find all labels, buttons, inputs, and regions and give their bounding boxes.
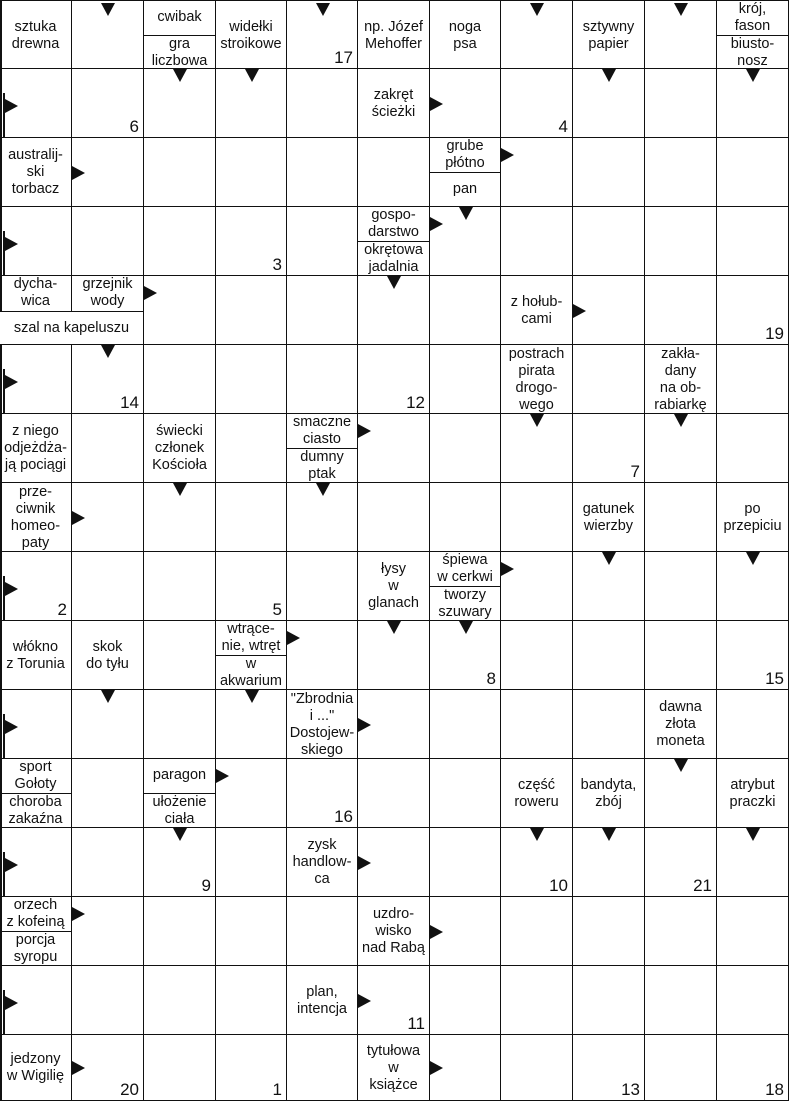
answer-cell[interactable] bbox=[287, 69, 358, 138]
clue-cell bbox=[287, 828, 358, 897]
clue-cell bbox=[645, 690, 717, 759]
clue-text: jedzony w Wigilię bbox=[6, 1051, 65, 1084]
clue-cell bbox=[287, 966, 358, 1035]
answer-cell[interactable] bbox=[430, 690, 501, 759]
clue-number: 9 bbox=[201, 876, 211, 895]
clue-text: atrybut praczki bbox=[729, 776, 776, 810]
answer-cell[interactable] bbox=[717, 414, 789, 483]
answer-cell[interactable] bbox=[216, 897, 287, 966]
clue-text: ułożenie ciała bbox=[152, 793, 207, 827]
clue-text: paragon bbox=[144, 759, 215, 794]
answer-cell[interactable] bbox=[287, 0, 358, 69]
clue-text: porcja syropu bbox=[13, 931, 58, 965]
arrow-right-icon bbox=[72, 166, 85, 180]
clue-number: 14 bbox=[120, 393, 139, 412]
arrow-down-icon bbox=[602, 552, 616, 565]
answer-cell[interactable] bbox=[717, 1035, 789, 1101]
clue-cell bbox=[0, 621, 72, 690]
clue-text: szal na kapeluszu bbox=[13, 320, 130, 337]
clue-cell bbox=[358, 207, 430, 276]
answer-cell[interactable] bbox=[717, 345, 789, 414]
answer-cell[interactable] bbox=[144, 1035, 216, 1101]
answer-cell[interactable] bbox=[72, 759, 144, 828]
arrow-down-icon bbox=[101, 3, 115, 16]
clue-text: pan bbox=[452, 181, 478, 198]
clue-text: plan, intencja bbox=[297, 983, 347, 1017]
answer-cell[interactable] bbox=[216, 966, 287, 1035]
start-flag-icon bbox=[3, 852, 19, 896]
clue-text: orzech z kofeiną bbox=[0, 897, 71, 932]
clue-text: śpiewa w cerkwi bbox=[430, 552, 500, 587]
clue-text: smaczne ciasto bbox=[287, 414, 357, 449]
clue-cell bbox=[717, 759, 789, 828]
flag-arrow-icon bbox=[5, 99, 18, 113]
answer-cell[interactable] bbox=[717, 138, 789, 207]
start-flag-icon bbox=[3, 576, 19, 620]
clue-text: australij- ski torbacz bbox=[8, 147, 63, 197]
answer-cell[interactable] bbox=[287, 759, 358, 828]
answer-cell[interactable] bbox=[216, 1035, 287, 1101]
answer-cell[interactable] bbox=[216, 828, 287, 897]
clue-number: 13 bbox=[621, 1080, 640, 1099]
answer-cell[interactable] bbox=[573, 138, 645, 207]
clue-text: uzdro- wisko nad Rabą bbox=[362, 906, 425, 956]
answer-cell[interactable] bbox=[430, 276, 501, 345]
clue-cell bbox=[573, 483, 645, 552]
clue-text: "Zbrodnia i ..." Dostojew- skiego bbox=[289, 690, 355, 758]
clue-cell bbox=[0, 1035, 72, 1101]
arrow-down-icon bbox=[173, 483, 187, 496]
arrow-down-icon bbox=[316, 3, 330, 16]
answer-cell[interactable] bbox=[717, 207, 789, 276]
arrow-down-icon bbox=[746, 828, 760, 841]
answer-cell[interactable] bbox=[645, 966, 717, 1035]
answer-cell[interactable] bbox=[287, 897, 358, 966]
clue-cell bbox=[287, 414, 358, 483]
clue-text: okrętowa jadalnia bbox=[364, 241, 423, 275]
arrow-right-icon bbox=[72, 907, 85, 921]
arrow-down-icon bbox=[387, 276, 401, 289]
clue-text: gospo- darstwo bbox=[358, 207, 429, 242]
clue-text: tytułowa w książce bbox=[366, 1042, 421, 1093]
arrow-down-icon bbox=[245, 690, 259, 703]
answer-cell[interactable] bbox=[430, 483, 501, 552]
arrow-down-icon bbox=[387, 621, 401, 634]
answer-cell[interactable] bbox=[287, 207, 358, 276]
clue-text: prze- ciwnik homeo- paty bbox=[10, 483, 61, 551]
answer-cell[interactable] bbox=[287, 552, 358, 621]
clue-number: 8 bbox=[486, 669, 496, 688]
arrow-right-icon bbox=[358, 856, 371, 870]
arrow-down-icon bbox=[101, 345, 115, 358]
arrow-down-icon bbox=[459, 621, 473, 634]
flag-arrow-icon bbox=[5, 996, 18, 1010]
clue-number: 6 bbox=[129, 117, 139, 136]
answer-cell[interactable] bbox=[501, 483, 573, 552]
clue-text: zakręt ścieżki bbox=[371, 86, 416, 120]
clue-text: skok do tyłu bbox=[86, 638, 129, 672]
clue-number: 16 bbox=[334, 807, 353, 826]
answer-cell[interactable] bbox=[645, 621, 717, 690]
flag-arrow-icon bbox=[5, 237, 18, 251]
flag-arrow-icon bbox=[5, 858, 18, 872]
clue-text: tworzy szuwary bbox=[438, 586, 492, 620]
arrow-down-icon bbox=[674, 759, 688, 772]
arrow-right-icon bbox=[72, 511, 85, 525]
clue-cell bbox=[645, 345, 717, 414]
clue-text: łysy w glanach bbox=[368, 561, 419, 611]
clue-text: zysk handlow- ca bbox=[292, 837, 352, 887]
clue-text: gatunek wierzby bbox=[582, 500, 635, 534]
answer-cell[interactable] bbox=[573, 966, 645, 1035]
clue-number: 10 bbox=[549, 876, 568, 895]
arrow-down-icon bbox=[173, 69, 187, 82]
clue-number: 5 bbox=[272, 600, 282, 619]
answer-cell[interactable] bbox=[430, 414, 501, 483]
arrow-right-icon bbox=[358, 424, 371, 438]
clue-cell bbox=[430, 552, 501, 621]
answer-cell[interactable] bbox=[645, 207, 717, 276]
answer-cell[interactable] bbox=[0, 828, 72, 897]
answer-cell[interactable] bbox=[430, 345, 501, 414]
answer-cell[interactable] bbox=[216, 483, 287, 552]
start-flag-icon bbox=[3, 231, 19, 275]
answer-cell[interactable] bbox=[287, 138, 358, 207]
arrow-right-icon bbox=[216, 769, 229, 783]
answer-cell[interactable] bbox=[573, 690, 645, 759]
clue-text: grzejnik wody bbox=[82, 276, 133, 310]
answer-cell[interactable] bbox=[216, 207, 287, 276]
start-flag-icon bbox=[3, 714, 19, 758]
answer-cell[interactable] bbox=[501, 621, 573, 690]
clue-text: wtrące- nie, wtręt bbox=[216, 621, 286, 656]
arrow-down-icon bbox=[530, 828, 544, 841]
clue-text: noga psa bbox=[448, 18, 482, 52]
clue-text: np. Józef Mehoffer bbox=[364, 18, 423, 52]
clue-text: sztywny papier bbox=[582, 18, 635, 52]
clue-cell bbox=[501, 276, 573, 345]
answer-cell[interactable] bbox=[573, 897, 645, 966]
answer-cell[interactable] bbox=[717, 276, 789, 345]
span-clue-cell bbox=[0, 311, 144, 346]
clue-text: postrach pirata drogo- wego bbox=[508, 345, 565, 413]
answer-cell[interactable] bbox=[501, 207, 573, 276]
answer-cell[interactable] bbox=[645, 483, 717, 552]
answer-cell[interactable] bbox=[717, 690, 789, 759]
clue-cell bbox=[358, 69, 430, 138]
arrow-down-icon bbox=[316, 483, 330, 496]
flag-arrow-icon bbox=[5, 720, 18, 734]
clue-cell bbox=[573, 0, 645, 69]
answer-cell[interactable] bbox=[144, 690, 216, 759]
clue-text: włókno z Torunia bbox=[6, 638, 65, 672]
arrow-down-icon bbox=[173, 828, 187, 841]
answer-cell[interactable] bbox=[430, 828, 501, 897]
clue-cell bbox=[358, 552, 430, 621]
arrow-down-icon bbox=[674, 414, 688, 427]
answer-cell[interactable] bbox=[144, 897, 216, 966]
clue-text: dumny ptak bbox=[300, 448, 344, 482]
clue-text: gra liczbowa bbox=[151, 35, 208, 69]
clue-number: 11 bbox=[407, 1014, 425, 1033]
answer-cell[interactable] bbox=[72, 552, 144, 621]
clue-cell bbox=[72, 621, 144, 690]
clue-cell bbox=[216, 0, 287, 69]
answer-cell[interactable] bbox=[645, 0, 717, 69]
answer-cell[interactable] bbox=[358, 138, 430, 207]
clue-cell bbox=[717, 0, 789, 69]
flag-arrow-icon bbox=[5, 375, 18, 389]
clue-text: dawna złota moneta bbox=[656, 699, 705, 749]
answer-cell[interactable] bbox=[501, 966, 573, 1035]
answer-cell[interactable] bbox=[358, 483, 430, 552]
answer-cell[interactable] bbox=[501, 69, 573, 138]
answer-cell[interactable] bbox=[0, 690, 72, 759]
answer-cell[interactable] bbox=[72, 0, 144, 69]
arrow-right-icon bbox=[573, 304, 586, 318]
clue-text: krój, fason bbox=[717, 1, 788, 36]
clue-cell bbox=[501, 345, 573, 414]
arrow-down-icon bbox=[746, 69, 760, 82]
clue-cell bbox=[358, 0, 430, 69]
answer-cell[interactable] bbox=[144, 345, 216, 414]
answer-cell[interactable] bbox=[358, 345, 430, 414]
answer-cell[interactable] bbox=[573, 207, 645, 276]
clue-number: 21 bbox=[693, 876, 712, 895]
answer-cell[interactable] bbox=[216, 345, 287, 414]
clue-number: 4 bbox=[558, 117, 568, 136]
answer-cell[interactable] bbox=[501, 897, 573, 966]
clue-number: 17 bbox=[334, 48, 353, 67]
arrow-down-icon bbox=[602, 69, 616, 82]
answer-cell[interactable] bbox=[216, 138, 287, 207]
arrow-right-icon bbox=[144, 286, 157, 300]
answer-cell[interactable] bbox=[573, 1035, 645, 1101]
arrow-down-icon bbox=[746, 552, 760, 565]
clue-text: bandyta, zbój bbox=[580, 776, 637, 810]
clue-cell bbox=[144, 414, 216, 483]
clue-cell bbox=[0, 897, 72, 966]
answer-cell[interactable] bbox=[72, 966, 144, 1035]
clue-text: zakła- dany na ob- rabiarkę bbox=[654, 345, 707, 413]
answer-cell[interactable] bbox=[645, 69, 717, 138]
arrow-down-icon bbox=[459, 207, 473, 220]
clue-cell bbox=[430, 138, 501, 207]
clue-number: 2 bbox=[57, 600, 67, 619]
arrow-down-icon bbox=[101, 690, 115, 703]
arrow-right-icon bbox=[430, 217, 443, 231]
answer-cell[interactable] bbox=[717, 966, 789, 1035]
answer-cell[interactable] bbox=[216, 414, 287, 483]
clue-cell bbox=[144, 759, 216, 828]
answer-cell[interactable] bbox=[287, 345, 358, 414]
answer-cell[interactable] bbox=[216, 552, 287, 621]
clue-cell bbox=[216, 621, 287, 690]
arrow-right-icon bbox=[501, 148, 514, 162]
answer-cell[interactable] bbox=[645, 276, 717, 345]
clue-text: grube płótno bbox=[430, 138, 500, 173]
arrow-down-icon bbox=[530, 3, 544, 16]
arrow-right-icon bbox=[501, 562, 514, 576]
answer-cell[interactable] bbox=[144, 138, 216, 207]
arrow-right-icon bbox=[287, 631, 300, 645]
answer-cell[interactable] bbox=[717, 897, 789, 966]
clue-text: cwibak bbox=[144, 1, 215, 36]
answer-cell[interactable] bbox=[501, 690, 573, 759]
answer-cell[interactable] bbox=[0, 345, 72, 414]
answer-cell[interactable] bbox=[573, 621, 645, 690]
start-flag-icon bbox=[3, 990, 19, 1034]
answer-cell[interactable] bbox=[645, 1035, 717, 1101]
arrow-right-icon bbox=[430, 925, 443, 939]
answer-cell[interactable] bbox=[72, 414, 144, 483]
flag-arrow-icon bbox=[5, 582, 18, 596]
arrow-down-icon bbox=[674, 3, 688, 16]
answer-cell[interactable] bbox=[72, 207, 144, 276]
answer-cell[interactable] bbox=[287, 276, 358, 345]
answer-cell[interactable] bbox=[573, 414, 645, 483]
answer-cell[interactable] bbox=[144, 621, 216, 690]
clue-number: 12 bbox=[406, 393, 425, 412]
start-flag-icon bbox=[3, 93, 19, 137]
start-flag-icon bbox=[3, 369, 19, 413]
answer-cell[interactable] bbox=[573, 345, 645, 414]
clue-text: świecki członek Kościoła bbox=[152, 423, 207, 473]
arrow-right-icon bbox=[72, 1061, 85, 1075]
clue-text: część roweru bbox=[514, 776, 559, 810]
clue-text: sztuka drewna bbox=[11, 18, 60, 52]
arrow-down-icon bbox=[245, 69, 259, 82]
clue-cell bbox=[0, 414, 72, 483]
answer-cell[interactable] bbox=[216, 276, 287, 345]
clue-text: widełki stroikowe bbox=[220, 18, 282, 52]
answer-cell[interactable] bbox=[645, 897, 717, 966]
arrow-right-icon bbox=[430, 97, 443, 111]
answer-cell[interactable] bbox=[645, 552, 717, 621]
answer-cell[interactable] bbox=[430, 759, 501, 828]
answer-cell[interactable] bbox=[0, 552, 72, 621]
clue-text: choroba zakaźna bbox=[8, 793, 63, 827]
clue-text: po przepiciu bbox=[723, 500, 782, 534]
answer-cell[interactable] bbox=[645, 138, 717, 207]
clue-cell bbox=[0, 0, 72, 69]
clue-number: 20 bbox=[120, 1080, 139, 1099]
clue-number: 3 bbox=[272, 255, 282, 274]
clue-number: 7 bbox=[630, 462, 640, 481]
answer-cell[interactable] bbox=[501, 0, 573, 69]
clue-cell bbox=[717, 483, 789, 552]
clue-text: dycha- wica bbox=[13, 276, 58, 310]
clue-text: z hołub- cami bbox=[510, 293, 563, 327]
arrow-right-icon bbox=[430, 1061, 443, 1075]
clue-cell bbox=[287, 690, 358, 759]
answer-cell[interactable] bbox=[358, 759, 430, 828]
answer-cell[interactable] bbox=[717, 621, 789, 690]
answer-cell[interactable] bbox=[0, 69, 72, 138]
answer-cell[interactable] bbox=[645, 828, 717, 897]
clue-cell bbox=[430, 0, 501, 69]
answer-cell[interactable] bbox=[430, 966, 501, 1035]
answer-cell[interactable] bbox=[144, 966, 216, 1035]
answer-cell[interactable] bbox=[72, 828, 144, 897]
clue-cell bbox=[0, 138, 72, 207]
clue-cell bbox=[144, 0, 216, 69]
clue-cell bbox=[573, 759, 645, 828]
arrow-down-icon bbox=[530, 414, 544, 427]
clue-number: 1 bbox=[272, 1080, 282, 1099]
answer-cell[interactable] bbox=[287, 1035, 358, 1101]
clue-cell bbox=[0, 483, 72, 552]
clue-number: 19 bbox=[765, 324, 784, 343]
answer-cell[interactable] bbox=[0, 966, 72, 1035]
answer-cell[interactable] bbox=[0, 207, 72, 276]
clue-text: sport Gołoty bbox=[0, 759, 71, 794]
arrow-down-icon bbox=[602, 828, 616, 841]
arrow-right-icon bbox=[358, 994, 371, 1008]
answer-cell[interactable] bbox=[72, 69, 144, 138]
clue-number: 15 bbox=[765, 669, 784, 688]
answer-cell[interactable] bbox=[501, 1035, 573, 1101]
clue-number: 18 bbox=[765, 1080, 784, 1099]
clue-cell bbox=[358, 1035, 430, 1101]
answer-cell[interactable] bbox=[144, 552, 216, 621]
clue-text: z niego odjeżdża- ją pociągi bbox=[4, 423, 67, 473]
arrow-right-icon bbox=[358, 718, 371, 732]
clue-cell bbox=[501, 759, 573, 828]
clue-text: w akwarium bbox=[219, 655, 283, 689]
answer-cell[interactable] bbox=[144, 207, 216, 276]
clue-text: biusto- nosz bbox=[730, 35, 775, 69]
clue-cell bbox=[0, 759, 72, 828]
clue-cell bbox=[358, 897, 430, 966]
